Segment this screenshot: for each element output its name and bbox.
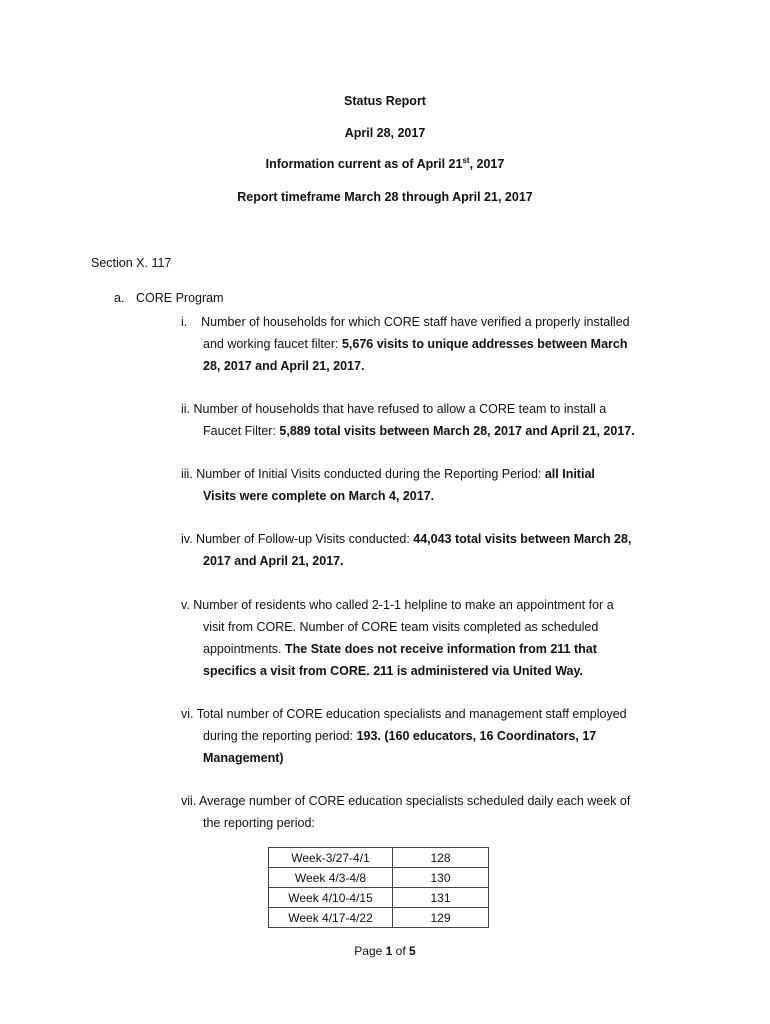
table-row [269, 908, 489, 928]
item-iii [181, 463, 691, 507]
week-cell: Week 4/10-4/15 [269, 888, 393, 908]
report-date: April 28, 2017 [344, 126, 426, 140]
item-ii-line2 [181, 420, 691, 442]
item-iv [181, 528, 691, 572]
table-row [269, 888, 489, 908]
week-cell: Week-3/27-4/1 [269, 848, 393, 868]
page-footer [0, 944, 770, 958]
item-v-line4: specifics a visit from CORE. 211 is administered via United Way. [203, 664, 583, 678]
subsection-label: CORE Program [136, 291, 224, 305]
item-iii-line1 [181, 463, 691, 485]
item-ii-bold: 5,889 total visits between March 28, 2017 and April 21, 2017. [279, 424, 635, 438]
week-cell: Week 4/3-4/8 [269, 868, 393, 888]
item-vii-line2: the reporting period: [203, 816, 315, 830]
item-v-line3 [181, 638, 691, 660]
value-cell: 129 [393, 908, 489, 928]
subsection-marker: a. [114, 291, 125, 305]
item-iii-plain: iii. Number of Initial Visits conducted during the Reporting Period: [181, 467, 545, 481]
item-vi-bold: 193. (160 educators, 16 Coordinators, 17 [356, 729, 597, 743]
item-ii-plain: Faucet Filter: [203, 424, 280, 438]
item-v-bold: The State does not receive information from 211 that [285, 642, 597, 656]
report-title: Status Report [344, 94, 426, 108]
info-prefix: Information current as of April 21 [265, 157, 463, 171]
item-vii [181, 790, 691, 834]
item-i-text: Number of households for which CORE staff have verified a properly installed [201, 315, 630, 329]
item-i-line2 [181, 333, 691, 355]
item-iv-plain: iv. Number of Follow-up Visits conducted: [181, 532, 414, 546]
item-i-bold: 5,676 visits to unique addresses between March [341, 337, 628, 351]
value-cell: 128 [393, 848, 489, 868]
item-i-line3: 28, 2017 and April 21, 2017. [203, 359, 365, 373]
page-total: 5 [409, 944, 416, 958]
item-i-marker: i. [181, 315, 188, 329]
weeks-table [268, 847, 489, 928]
info-current-line [0, 157, 770, 171]
item-v-plain: appointments. [203, 642, 285, 656]
item-i [181, 311, 691, 377]
item-v-line1: v. Number of residents who called 2-1-1 helpline to make an appointment for a [181, 598, 614, 612]
item-vi-line1: vi. Total number of CORE education specialists and management staff employed [181, 707, 627, 721]
item-iii-bold: all Initial [544, 467, 595, 481]
item-i-plain: and working faucet filter: [203, 337, 342, 351]
item-ii-line1: ii. Number of households that have refused to allow a CORE team to install a [181, 402, 607, 416]
info-sup: st [462, 155, 470, 165]
table-row [269, 848, 489, 868]
of-label: of [392, 944, 410, 958]
item-ii [181, 398, 691, 442]
item-vi [181, 703, 691, 769]
item-vii-line1: vii. Average number of CORE education specialists scheduled daily each week of [181, 794, 631, 808]
item-vi-plain: during the reporting period: [203, 729, 357, 743]
report-timeframe: Report timeframe March 28 through April 21, 2017 [237, 190, 533, 204]
item-v-line2: visit from CORE. Number of CORE team visits completed as scheduled [203, 620, 599, 634]
item-iv-line2: 2017 and April 21, 2017. [203, 554, 344, 568]
item-iv-line1 [181, 528, 691, 550]
item-i-line1 [181, 311, 691, 333]
section-heading: Section X. 117 [91, 256, 172, 270]
value-cell: 130 [393, 868, 489, 888]
item-iv-bold: 44,043 total visits between March 28, [413, 532, 632, 546]
item-vi-line3: Management) [203, 751, 284, 765]
page-label: Page [354, 944, 386, 958]
item-vi-line2 [181, 725, 691, 747]
page-number: 1 [385, 944, 393, 958]
week-cell: Week 4/17-4/22 [269, 908, 393, 928]
item-v [181, 594, 691, 682]
info-suffix: , 2017 [469, 157, 505, 171]
table-row [269, 868, 489, 888]
item-iii-line2: Visits were complete on March 4, 2017. [203, 489, 435, 503]
value-cell: 131 [393, 888, 489, 908]
